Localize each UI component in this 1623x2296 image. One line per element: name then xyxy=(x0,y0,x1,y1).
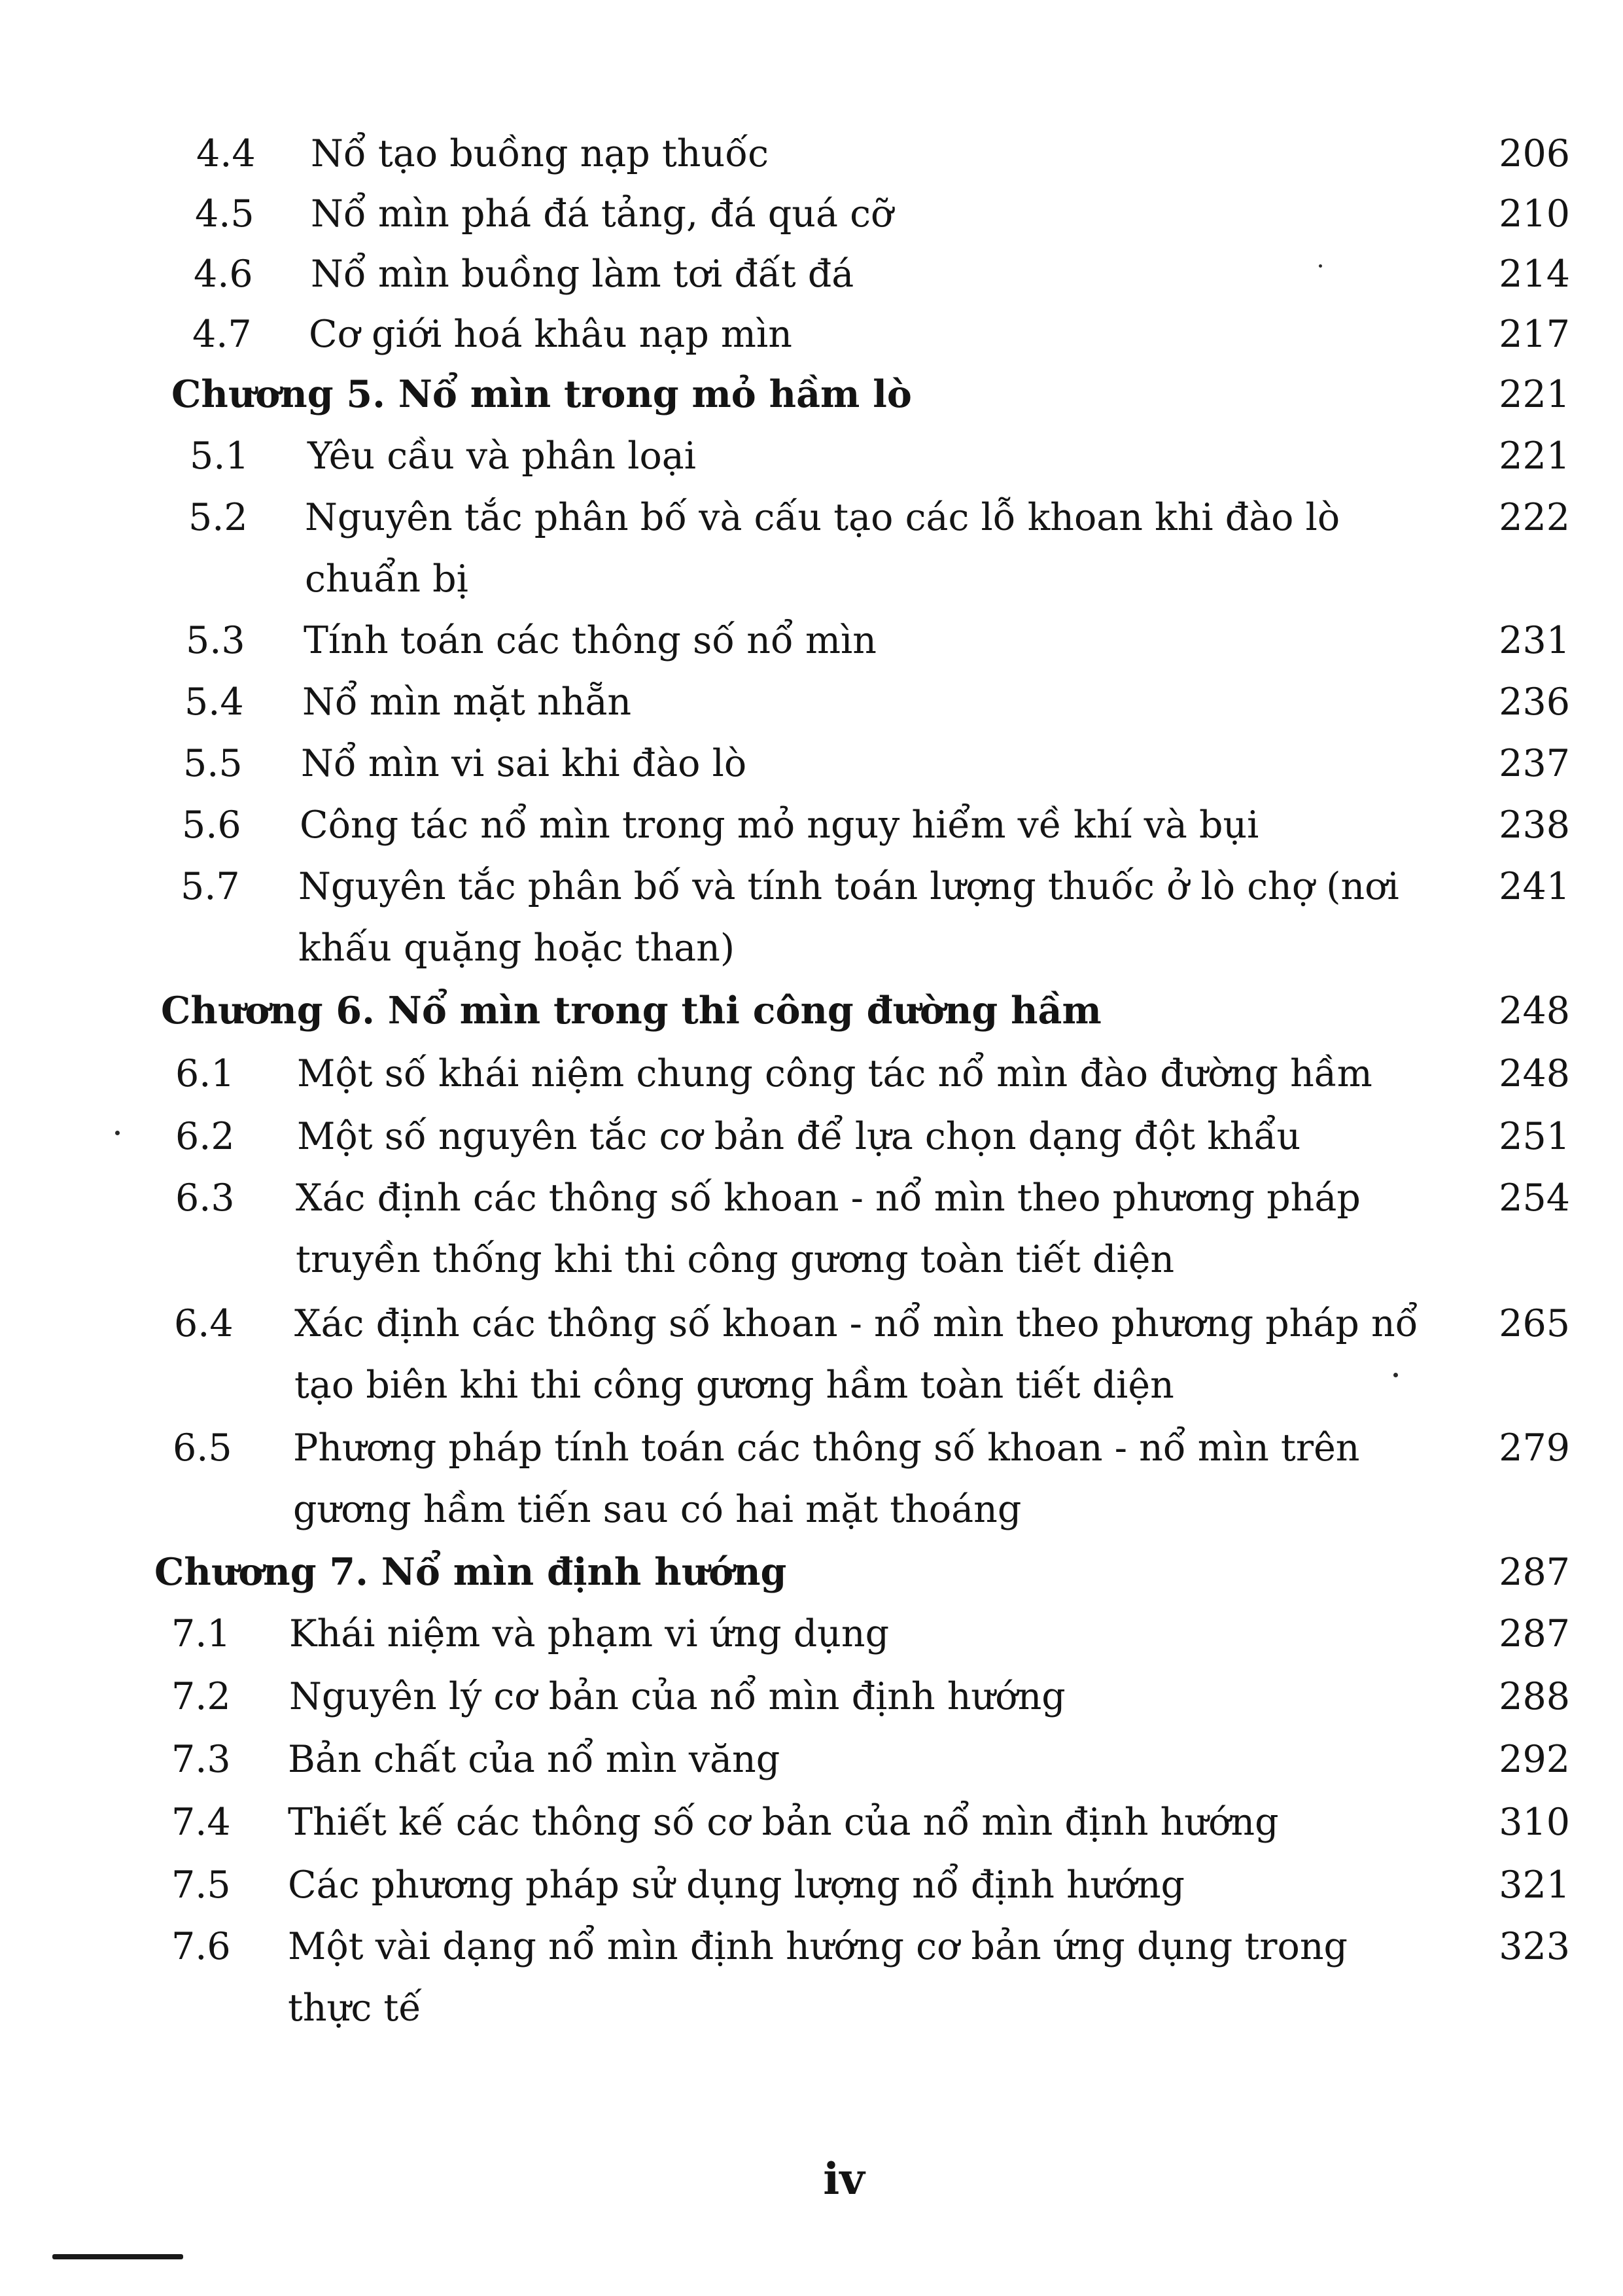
section-title: Xác định các thông số khoan - nổ mìn theo phương pháp nổ xyxy=(294,1302,1418,1345)
section-number: 7.3 xyxy=(171,1738,231,1781)
toc-entry xyxy=(171,1729,1570,1790)
section-number: 7.6 xyxy=(171,1925,231,1968)
page-number: 310 xyxy=(1499,1801,1570,1844)
section-number: 7.5 xyxy=(171,1863,231,1907)
toc-entry xyxy=(171,1666,1570,1727)
chapter-heading xyxy=(171,364,1570,425)
page-number: 323 xyxy=(1499,1925,1570,1968)
section-number: 6.3 xyxy=(175,1176,235,1220)
toc-entry xyxy=(171,1603,1570,1665)
section-title-continued: truyền thống khi thi công gương toàn tiết diện xyxy=(296,1238,1175,1281)
scan-speck xyxy=(1393,1373,1398,1377)
toc-entry xyxy=(181,856,1570,979)
section-number: 5.7 xyxy=(181,865,240,908)
section-title-continued: thực tế xyxy=(288,1987,422,2030)
section-number: 4.5 xyxy=(195,192,254,236)
toc-entry xyxy=(184,671,1570,733)
page-number: 279 xyxy=(1499,1426,1570,1470)
page-number: 265 xyxy=(1499,1302,1570,1345)
page-number: 206 xyxy=(1499,132,1570,175)
toc-entry xyxy=(175,1167,1570,1290)
scan-speck xyxy=(115,1131,120,1135)
toc-entry xyxy=(183,733,1570,794)
toc-entry xyxy=(171,1916,1570,2039)
toc-entry xyxy=(175,1106,1570,1167)
section-number: 4.7 xyxy=(192,313,252,356)
section-number: 5.2 xyxy=(188,496,248,539)
section-number: 7.1 xyxy=(171,1612,231,1655)
toc-entry xyxy=(171,1854,1570,1916)
page-number: 251 xyxy=(1499,1115,1570,1158)
page-number: 248 xyxy=(1499,989,1570,1033)
section-title: Nguyên tắc phân bố và tính toán lượng thuốc ở lò chợ (nơi xyxy=(298,865,1399,908)
section-number: 6.4 xyxy=(174,1302,234,1345)
section-title: Xác định các thông số khoan - nổ mìn theo phương pháp xyxy=(296,1176,1361,1220)
section-title: Một số nguyên tắc cơ bản để lựa chọn dạng đột khẩu xyxy=(297,1115,1301,1158)
section-number: 4.6 xyxy=(194,253,253,296)
section-number: 7.4 xyxy=(171,1801,231,1844)
section-number: 4.4 xyxy=(196,132,256,175)
section-title: Yêu cầu và phân loại xyxy=(307,434,696,478)
page-number: 222 xyxy=(1499,496,1570,539)
page-number: 241 xyxy=(1499,865,1570,908)
section-number: 6.2 xyxy=(175,1115,235,1158)
chapter-heading xyxy=(154,1542,1570,1603)
page-number: 214 xyxy=(1499,253,1570,296)
scan-edge-mark xyxy=(52,2254,183,2259)
section-number: 6.5 xyxy=(173,1426,232,1470)
toc-entry xyxy=(171,1792,1570,1853)
section-title: Nổ mìn phá đá tảng, đá quá cỡ xyxy=(311,192,894,236)
section-title: Nổ mìn buồng làm tơi đất đá xyxy=(311,253,854,296)
page-number: 221 xyxy=(1499,434,1570,478)
section-title: Thiết kế các thông số cơ bản của nổ mìn định hướng xyxy=(288,1801,1279,1844)
chapter-heading xyxy=(161,980,1570,1042)
section-title-continued: gương hầm tiến sau có hai mặt thoáng xyxy=(293,1488,1022,1531)
folio-page-number: iv xyxy=(823,2153,865,2204)
page-number: 288 xyxy=(1499,1675,1570,1718)
scan-speck xyxy=(1319,264,1322,268)
section-number: 5.3 xyxy=(186,619,245,662)
page-number: 236 xyxy=(1499,680,1570,724)
section-title: Phương pháp tính toán các thông số khoan - nổ mìn trên xyxy=(293,1426,1360,1470)
section-number: 6.1 xyxy=(175,1052,235,1095)
section-title: Một số khái niệm chung công tác nổ mìn đào đường hầm xyxy=(297,1052,1372,1095)
page-number: 217 xyxy=(1499,313,1570,356)
toc-entry xyxy=(192,304,1570,365)
chapter-title: Chương 5. Nổ mìn trong mỏ hầm lò xyxy=(171,372,912,416)
page-number: 210 xyxy=(1499,192,1570,236)
page-number: 287 xyxy=(1499,1551,1570,1594)
page-number: 321 xyxy=(1499,1863,1570,1907)
section-number: 5.4 xyxy=(184,680,244,724)
toc-entry xyxy=(186,610,1570,671)
page-number: 287 xyxy=(1499,1612,1570,1655)
chapter-title: Chương 7. Nổ mìn định hướng xyxy=(154,1550,787,1594)
chapter-title: Chương 6. Nổ mìn trong thi công đường hầm xyxy=(161,989,1102,1033)
page-number: 231 xyxy=(1499,619,1570,662)
section-title-continued: tạo biên khi thi công gương hầm toàn tiết diện xyxy=(294,1364,1174,1407)
toc-entry xyxy=(194,243,1570,305)
section-title: Khái niệm và phạm vi ứng dụng xyxy=(289,1612,890,1655)
section-title-continued: khấu quặng hoặc than) xyxy=(298,927,735,970)
page-number: 292 xyxy=(1499,1738,1570,1781)
section-number: 5.6 xyxy=(182,804,241,847)
section-number: 5.5 xyxy=(183,742,243,785)
toc-entry xyxy=(173,1417,1570,1540)
section-number: 7.2 xyxy=(171,1675,231,1718)
page-number: 254 xyxy=(1499,1176,1570,1220)
section-title: Các phương pháp sử dụng lượng nổ định hướng xyxy=(288,1863,1185,1907)
page-number: 238 xyxy=(1499,804,1570,847)
toc-entry xyxy=(182,794,1570,856)
section-title: Nguyên lý cơ bản của nổ mìn định hướng xyxy=(289,1675,1066,1718)
toc-entry xyxy=(175,1043,1570,1104)
section-title: Tính toán các thông số nổ mìn xyxy=(304,619,877,662)
section-title: Nổ mìn mặt nhẵn xyxy=(302,680,632,724)
page-number: 237 xyxy=(1499,742,1570,785)
toc-entry xyxy=(174,1293,1570,1416)
section-title: Nổ mìn vi sai khi đào lò xyxy=(301,742,747,785)
section-title: Nguyên tắc phân bố và cấu tạo các lỗ khoan khi đào lò xyxy=(305,496,1340,539)
section-number: 5.1 xyxy=(190,434,249,478)
toc-entry xyxy=(195,183,1570,245)
toc-entry xyxy=(190,425,1570,487)
toc-entry xyxy=(196,123,1570,185)
page-number: 248 xyxy=(1499,1052,1570,1095)
toc-entry xyxy=(188,487,1570,610)
section-title: Cơ giới hoá khâu nạp mìn xyxy=(309,313,792,356)
section-title-continued: chuẩn bị xyxy=(305,557,468,601)
page-number: 221 xyxy=(1499,373,1570,416)
section-title: Công tác nổ mìn trong mỏ nguy hiểm về khí và bụi xyxy=(300,804,1259,847)
section-title: Bản chất của nổ mìn văng xyxy=(288,1738,780,1781)
section-title: Nổ tạo buồng nạp thuốc xyxy=(311,132,769,175)
section-title: Một vài dạng nổ mìn định hướng cơ bản ứng dụng trong xyxy=(288,1925,1348,1968)
